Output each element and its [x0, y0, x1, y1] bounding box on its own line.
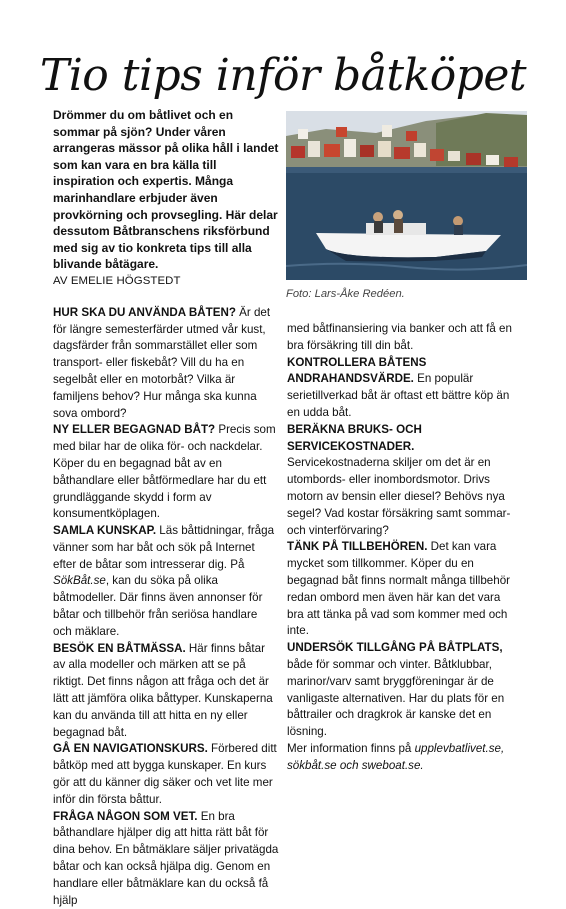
tip-text: Här finns båtar av alla modeller och märken att se på riktigt. Det finns någon att fråga och det är lätt att jämföra olika båttyper. Kunskaperna kan du använda till att hitta en ny eller begagnad båt.	[53, 641, 273, 739]
lead-paragraph: Drömmer du om båtlivet och en sommar på sjön? Under våren arrangeras mässor på olika håll i landet som kan vara en bra källa till inspiration och expertis. Många marinhandlare erbjuder även provkörning och provsegling. Här delar dessutom Båtbranschens riksförbund med sig av tio konkreta tips till alla blivande båtägare.	[53, 108, 279, 272]
tip-text: Förbered ditt båtköp med att bygga kunskaper. En kurs gör att du känner dig säker och vet lite mer inför din första båttur.	[53, 742, 277, 806]
tip-4	[53, 641, 279, 742]
tip-text: En populär serietillverkad båt är oftast ett bättre köp än en udda båt.	[287, 372, 510, 419]
tip-heading: KONTROLLERA BÅTENS ANDRAHANDSVÄRDE.	[287, 355, 427, 386]
tip-heading: NY ELLER BEGAGNAD BÅT?	[53, 423, 216, 437]
tip-6	[53, 809, 279, 909]
tip-heading: UNDERSÖK TILLGÅNG PÅ BÅTPLATS,	[287, 641, 503, 655]
boat-photo	[286, 111, 527, 280]
tip-9	[287, 539, 519, 640]
tip-3	[53, 523, 279, 641]
tip-text: , kan du söka på olika båtmodeller. Där finns även annonser för båtar och tillbehör från seriösa handlare och mäklare.	[53, 574, 263, 638]
tip-heading: TÄNK PÅ TILLBEHÖREN.	[287, 540, 428, 554]
tip-text: Är det för längre semesterfärder utmed vår kust, dagsfärder från sommarstället eller som transport- eller fiskebåt? Vill du ha en segelbåt eller en motorbåt? Vilka är familjens behov? Hur många ska kunna sova ombord?	[53, 305, 271, 420]
more-info-links: upplevbatlivet.se, sökbåt.se och sweboat.se.	[287, 741, 505, 772]
tip-6-continuation: med båtfinansiering via banker och att få en bra försäkring till din båt.	[287, 322, 512, 352]
tip-text: En bra båthandlare hjälper dig att hitta rätt båt för dina behov. En båtmäklare säljer privatägda båtar och kan också hjälpa dig. Genom en handlare eller båtmäklare kan du också få hjälp	[53, 809, 279, 907]
tip-5	[53, 741, 279, 808]
photo-caption: Foto: Lars-Åke Redéen.	[286, 288, 405, 300]
tip-heading: SAMLA KUNSKAP.	[53, 524, 157, 538]
tip-text: Precis som med bilar har de olika för- och nackdelar. Köper du en begagnad båt av en båthandlare eller båtförmedlare har du ett grundläggande skydd i form av konsumentköplagen.	[53, 423, 276, 521]
tip-heading: HUR SKA DU ANVÄNDA BÅTEN?	[53, 305, 236, 319]
tip-text: Läs båttidningar, fråga vänner som har båt och sök på Internet efter de båtar som intresserar dig. På	[53, 524, 275, 571]
tip-text: Det kan vara mycket som tillkommer. Köper du en begagnad båt finns normalt många tillbehör redan ombord men även här kan det vara bra att tänka på vad som kommer med och inte.	[287, 540, 511, 638]
tip-1	[53, 305, 279, 423]
tip-heading: BERÄKNA BRUKS- OCH SERVICEKOSTNADER.	[287, 422, 422, 453]
tip-7	[287, 355, 519, 422]
byline: AV EMELIE HÖGSTEDT	[53, 274, 181, 287]
more-info-prefix: Mer information finns på	[287, 741, 415, 755]
tip-text: både för sommar och vinter. Båtklubbar, marinor/varv samt bryggföreningar är de vanligaste alternativen. Har du plats för en båttrailer och dragkrok är kanske det en lösning.	[287, 657, 505, 739]
tip-link: SökBåt.se	[53, 574, 106, 588]
left-column	[53, 107, 279, 909]
right-column	[287, 321, 519, 775]
tip-10	[287, 640, 519, 741]
tip-heading: BESÖK EN BÅTMÄSSA.	[53, 641, 186, 655]
boat-harbor-image	[286, 111, 527, 280]
tip-8	[287, 422, 519, 540]
more-info	[287, 741, 519, 775]
tip-heading: FRÅGA NÅGON SOM VET.	[53, 809, 198, 823]
tip-text: Servicekostnaderna skiljer om det är en utombords- eller inombordsmotor. Drivs motorn av bensin eller diesel? Behövs nya segel? Vad kostar försäkring samt sommar- och vinterförvaring?	[287, 456, 511, 537]
article-title: Tio tips inför båtköpet	[39, 50, 527, 101]
tip-heading: GÅ EN NAVIGATIONSKURS.	[53, 742, 208, 756]
tip-2	[53, 422, 279, 523]
